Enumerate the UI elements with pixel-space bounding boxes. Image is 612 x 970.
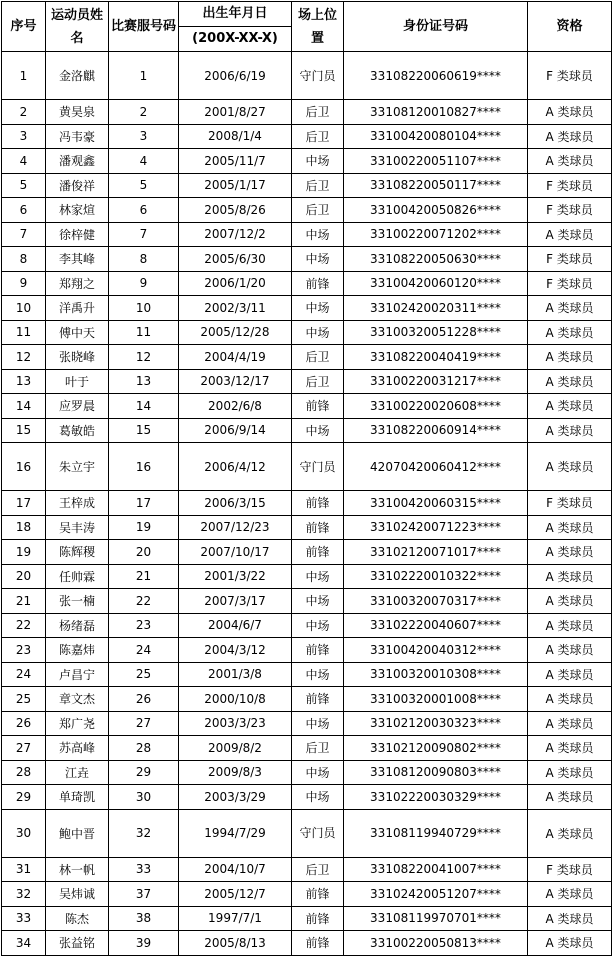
cell-index: 6 bbox=[2, 198, 46, 223]
cell-player-name: 朱立宇 bbox=[46, 443, 109, 491]
cell-id-number: 33108220050630**** bbox=[344, 247, 528, 272]
cell-qualification: A 类球员 bbox=[528, 638, 612, 663]
cell-id-number: 33100220071202**** bbox=[344, 222, 528, 247]
cell-player-name: 张晓峰 bbox=[46, 345, 109, 370]
cell-id-number: 33100320051228**** bbox=[344, 320, 528, 345]
table-row bbox=[2, 687, 612, 712]
cell-jersey-number: 7 bbox=[109, 222, 179, 247]
cell-qualification: A 类球员 bbox=[528, 736, 612, 761]
cell-player-name: 陈嘉炜 bbox=[46, 638, 109, 663]
cell-qualification: A 类球员 bbox=[528, 515, 612, 540]
cell-jersey-number: 14 bbox=[109, 394, 179, 419]
cell-index: 15 bbox=[2, 418, 46, 443]
cell-id-number: 33102120030323**** bbox=[344, 711, 528, 736]
cell-player-name: 傅中天 bbox=[46, 320, 109, 345]
cell-position: 中场 bbox=[292, 222, 344, 247]
cell-birth-date: 2002/3/11 bbox=[179, 296, 292, 321]
cell-jersey-number: 15 bbox=[109, 418, 179, 443]
table-row bbox=[2, 443, 612, 491]
cell-index: 29 bbox=[2, 785, 46, 810]
cell-position: 中场 bbox=[292, 785, 344, 810]
cell-position: 前锋 bbox=[292, 882, 344, 907]
cell-jersey-number: 25 bbox=[109, 662, 179, 687]
table-row bbox=[2, 418, 612, 443]
cell-jersey-number: 23 bbox=[109, 613, 179, 638]
table-row bbox=[2, 247, 612, 272]
header-name: 运动员姓名 bbox=[46, 2, 109, 52]
cell-id-number: 33100420080104**** bbox=[344, 124, 528, 149]
cell-index: 27 bbox=[2, 736, 46, 761]
cell-position: 中场 bbox=[292, 296, 344, 321]
cell-qualification: A 类球员 bbox=[528, 687, 612, 712]
cell-qualification: A 类球员 bbox=[528, 149, 612, 174]
cell-player-name: 郑翔之 bbox=[46, 271, 109, 296]
table-row bbox=[2, 124, 612, 149]
cell-jersey-number: 13 bbox=[109, 369, 179, 394]
cell-qualification: A 类球员 bbox=[528, 906, 612, 931]
cell-jersey-number: 32 bbox=[109, 809, 179, 857]
table-row bbox=[2, 906, 612, 931]
cell-index: 33 bbox=[2, 906, 46, 931]
cell-index: 28 bbox=[2, 760, 46, 785]
cell-id-number: 33102420051207**** bbox=[344, 882, 528, 907]
cell-player-name: 潘观鑫 bbox=[46, 149, 109, 174]
cell-birth-date: 2006/3/15 bbox=[179, 491, 292, 516]
cell-index: 7 bbox=[2, 222, 46, 247]
cell-index: 11 bbox=[2, 320, 46, 345]
cell-id-number: 33102220030329**** bbox=[344, 785, 528, 810]
cell-jersey-number: 33 bbox=[109, 857, 179, 882]
cell-jersey-number: 28 bbox=[109, 736, 179, 761]
cell-player-name: 林一帆 bbox=[46, 857, 109, 882]
cell-index: 2 bbox=[2, 100, 46, 125]
cell-birth-date: 2005/8/13 bbox=[179, 931, 292, 956]
cell-qualification: A 类球员 bbox=[528, 320, 612, 345]
cell-index: 5 bbox=[2, 173, 46, 198]
cell-birth-date: 2006/6/19 bbox=[179, 52, 292, 100]
cell-position: 守门员 bbox=[292, 443, 344, 491]
cell-jersey-number: 39 bbox=[109, 931, 179, 956]
cell-birth-date: 2001/8/27 bbox=[179, 100, 292, 125]
cell-jersey-number: 19 bbox=[109, 515, 179, 540]
table-row bbox=[2, 369, 612, 394]
cell-index: 24 bbox=[2, 662, 46, 687]
cell-jersey-number: 16 bbox=[109, 443, 179, 491]
cell-jersey-number: 1 bbox=[109, 52, 179, 100]
cell-player-name: 潘俊祥 bbox=[46, 173, 109, 198]
cell-position: 前锋 bbox=[292, 687, 344, 712]
cell-birth-date: 2004/6/7 bbox=[179, 613, 292, 638]
cell-player-name: 徐梓健 bbox=[46, 222, 109, 247]
cell-position: 中场 bbox=[292, 564, 344, 589]
cell-qualification: A 类球员 bbox=[528, 345, 612, 370]
cell-index: 32 bbox=[2, 882, 46, 907]
cell-player-name: 鲍中晋 bbox=[46, 809, 109, 857]
cell-index: 12 bbox=[2, 345, 46, 370]
cell-index: 3 bbox=[2, 124, 46, 149]
cell-birth-date: 2007/3/17 bbox=[179, 589, 292, 614]
header-position: 场上位置 bbox=[292, 2, 344, 52]
table-row bbox=[2, 613, 612, 638]
cell-id-number: 33108119970701**** bbox=[344, 906, 528, 931]
cell-index: 20 bbox=[2, 564, 46, 589]
cell-position: 中场 bbox=[292, 760, 344, 785]
cell-index: 16 bbox=[2, 443, 46, 491]
header-birth: 出生年月日 bbox=[179, 2, 292, 27]
cell-player-name: 张一楠 bbox=[46, 589, 109, 614]
cell-index: 9 bbox=[2, 271, 46, 296]
cell-player-name: 应罗晨 bbox=[46, 394, 109, 419]
cell-player-name: 金洛麒 bbox=[46, 52, 109, 100]
cell-player-name: 吴炜诚 bbox=[46, 882, 109, 907]
table-row bbox=[2, 515, 612, 540]
cell-id-number: 33100420060315**** bbox=[344, 491, 528, 516]
table-row bbox=[2, 52, 612, 100]
cell-index: 22 bbox=[2, 613, 46, 638]
cell-position: 前锋 bbox=[292, 638, 344, 663]
cell-id-number: 33100420040312**** bbox=[344, 638, 528, 663]
cell-jersey-number: 29 bbox=[109, 760, 179, 785]
cell-id-number: 33100320010308**** bbox=[344, 662, 528, 687]
cell-index: 19 bbox=[2, 540, 46, 565]
cell-birth-date: 2005/12/28 bbox=[179, 320, 292, 345]
cell-player-name: 黄昊泉 bbox=[46, 100, 109, 125]
cell-id-number: 42070420060412**** bbox=[344, 443, 528, 491]
cell-jersey-number: 9 bbox=[109, 271, 179, 296]
cell-player-name: 陈辉稷 bbox=[46, 540, 109, 565]
cell-id-number: 33102420020311**** bbox=[344, 296, 528, 321]
cell-position: 前锋 bbox=[292, 906, 344, 931]
table-row bbox=[2, 198, 612, 223]
cell-position: 前锋 bbox=[292, 394, 344, 419]
cell-player-name: 葛敏皓 bbox=[46, 418, 109, 443]
cell-jersey-number: 26 bbox=[109, 687, 179, 712]
cell-player-name: 张益铭 bbox=[46, 931, 109, 956]
table-row bbox=[2, 882, 612, 907]
cell-qualification: A 类球员 bbox=[528, 296, 612, 321]
cell-qualification: A 类球员 bbox=[528, 394, 612, 419]
cell-jersey-number: 6 bbox=[109, 198, 179, 223]
cell-birth-date: 2003/3/29 bbox=[179, 785, 292, 810]
table-row bbox=[2, 931, 612, 956]
cell-birth-date: 2007/12/2 bbox=[179, 222, 292, 247]
cell-qualification: F 类球员 bbox=[528, 198, 612, 223]
cell-qualification: A 类球员 bbox=[528, 711, 612, 736]
cell-birth-date: 2007/10/17 bbox=[179, 540, 292, 565]
cell-jersey-number: 17 bbox=[109, 491, 179, 516]
cell-position: 前锋 bbox=[292, 931, 344, 956]
cell-player-name: 冯韦豪 bbox=[46, 124, 109, 149]
cell-qualification: A 类球员 bbox=[528, 124, 612, 149]
table-row bbox=[2, 540, 612, 565]
header-birth-format: (200X-XX-X) bbox=[179, 27, 292, 52]
cell-index: 1 bbox=[2, 52, 46, 100]
table-row bbox=[2, 662, 612, 687]
cell-position: 前锋 bbox=[292, 491, 344, 516]
cell-index: 14 bbox=[2, 394, 46, 419]
cell-jersey-number: 30 bbox=[109, 785, 179, 810]
cell-id-number: 33100320070317**** bbox=[344, 589, 528, 614]
cell-id-number: 33102120071017**** bbox=[344, 540, 528, 565]
table-row bbox=[2, 736, 612, 761]
cell-qualification: A 类球员 bbox=[528, 443, 612, 491]
header-qualification: 资格 bbox=[528, 2, 612, 52]
player-roster-table bbox=[1, 1, 612, 956]
cell-qualification: A 类球员 bbox=[528, 222, 612, 247]
cell-id-number: 33108220060619**** bbox=[344, 52, 528, 100]
table-row bbox=[2, 296, 612, 321]
cell-position: 守门员 bbox=[292, 52, 344, 100]
cell-jersey-number: 11 bbox=[109, 320, 179, 345]
cell-qualification: F 类球员 bbox=[528, 247, 612, 272]
cell-index: 21 bbox=[2, 589, 46, 614]
cell-qualification: F 类球员 bbox=[528, 271, 612, 296]
table-row bbox=[2, 271, 612, 296]
cell-qualification: A 类球员 bbox=[528, 100, 612, 125]
table-row bbox=[2, 320, 612, 345]
cell-id-number: 33108120010827**** bbox=[344, 100, 528, 125]
cell-player-name: 吴丰涛 bbox=[46, 515, 109, 540]
cell-qualification: A 类球员 bbox=[528, 931, 612, 956]
header-row bbox=[2, 2, 612, 27]
cell-birth-date: 2005/12/7 bbox=[179, 882, 292, 907]
table-row bbox=[2, 589, 612, 614]
cell-position: 中场 bbox=[292, 320, 344, 345]
cell-birth-date: 2009/8/3 bbox=[179, 760, 292, 785]
cell-id-number: 33100220020608**** bbox=[344, 394, 528, 419]
cell-position: 后卫 bbox=[292, 173, 344, 198]
cell-birth-date: 2004/3/12 bbox=[179, 638, 292, 663]
cell-id-number: 33100220050813**** bbox=[344, 931, 528, 956]
cell-qualification: A 类球员 bbox=[528, 613, 612, 638]
cell-qualification: A 类球员 bbox=[528, 809, 612, 857]
cell-jersey-number: 12 bbox=[109, 345, 179, 370]
cell-jersey-number: 4 bbox=[109, 149, 179, 174]
cell-player-name: 林家煊 bbox=[46, 198, 109, 223]
table-row bbox=[2, 100, 612, 125]
cell-id-number: 33100320001008**** bbox=[344, 687, 528, 712]
cell-jersey-number: 3 bbox=[109, 124, 179, 149]
cell-position: 前锋 bbox=[292, 515, 344, 540]
cell-jersey-number: 8 bbox=[109, 247, 179, 272]
cell-jersey-number: 20 bbox=[109, 540, 179, 565]
cell-index: 18 bbox=[2, 515, 46, 540]
cell-index: 25 bbox=[2, 687, 46, 712]
cell-qualification: F 类球员 bbox=[528, 491, 612, 516]
cell-birth-date: 2003/12/17 bbox=[179, 369, 292, 394]
cell-id-number: 33100420060120**** bbox=[344, 271, 528, 296]
cell-birth-date: 2004/4/19 bbox=[179, 345, 292, 370]
cell-qualification: A 类球员 bbox=[528, 540, 612, 565]
cell-position: 中场 bbox=[292, 589, 344, 614]
cell-birth-date: 2006/4/12 bbox=[179, 443, 292, 491]
cell-id-number: 33108220040419**** bbox=[344, 345, 528, 370]
cell-position: 前锋 bbox=[292, 271, 344, 296]
cell-id-number: 33102420071223**** bbox=[344, 515, 528, 540]
cell-position: 后卫 bbox=[292, 345, 344, 370]
cell-position: 守门员 bbox=[292, 809, 344, 857]
cell-birth-date: 2005/11/7 bbox=[179, 149, 292, 174]
cell-birth-date: 2004/10/7 bbox=[179, 857, 292, 882]
cell-player-name: 卢昌宁 bbox=[46, 662, 109, 687]
cell-index: 30 bbox=[2, 809, 46, 857]
cell-position: 后卫 bbox=[292, 736, 344, 761]
cell-id-number: 33102220040607**** bbox=[344, 613, 528, 638]
cell-qualification: A 类球员 bbox=[528, 369, 612, 394]
cell-qualification: F 类球员 bbox=[528, 857, 612, 882]
cell-position: 后卫 bbox=[292, 369, 344, 394]
header-id-number: 身份证号码 bbox=[344, 2, 528, 52]
cell-birth-date: 2009/8/2 bbox=[179, 736, 292, 761]
cell-position: 中场 bbox=[292, 149, 344, 174]
table-row bbox=[2, 149, 612, 174]
cell-position: 后卫 bbox=[292, 857, 344, 882]
cell-id-number: 33108220050117**** bbox=[344, 173, 528, 198]
cell-id-number: 33108120090803**** bbox=[344, 760, 528, 785]
cell-position: 中场 bbox=[292, 247, 344, 272]
cell-player-name: 任帅霖 bbox=[46, 564, 109, 589]
cell-index: 26 bbox=[2, 711, 46, 736]
cell-index: 17 bbox=[2, 491, 46, 516]
cell-jersey-number: 21 bbox=[109, 564, 179, 589]
cell-index: 10 bbox=[2, 296, 46, 321]
cell-index: 31 bbox=[2, 857, 46, 882]
cell-birth-date: 2001/3/22 bbox=[179, 564, 292, 589]
table-row bbox=[2, 564, 612, 589]
cell-index: 4 bbox=[2, 149, 46, 174]
cell-qualification: F 类球员 bbox=[528, 52, 612, 100]
cell-position: 中场 bbox=[292, 418, 344, 443]
cell-position: 中场 bbox=[292, 613, 344, 638]
cell-player-name: 叶于 bbox=[46, 369, 109, 394]
cell-birth-date: 1997/7/1 bbox=[179, 906, 292, 931]
cell-id-number: 33102220010322**** bbox=[344, 564, 528, 589]
cell-qualification: A 类球员 bbox=[528, 882, 612, 907]
cell-player-name: 李其峰 bbox=[46, 247, 109, 272]
cell-qualification: A 类球员 bbox=[528, 760, 612, 785]
cell-jersey-number: 24 bbox=[109, 638, 179, 663]
cell-id-number: 33100220051107**** bbox=[344, 149, 528, 174]
table-row bbox=[2, 345, 612, 370]
cell-birth-date: 2006/1/20 bbox=[179, 271, 292, 296]
cell-position: 后卫 bbox=[292, 198, 344, 223]
cell-qualification: A 类球员 bbox=[528, 589, 612, 614]
cell-jersey-number: 38 bbox=[109, 906, 179, 931]
header-index: 序号 bbox=[2, 2, 46, 52]
cell-jersey-number: 5 bbox=[109, 173, 179, 198]
cell-birth-date: 2008/1/4 bbox=[179, 124, 292, 149]
cell-jersey-number: 10 bbox=[109, 296, 179, 321]
table-row bbox=[2, 711, 612, 736]
cell-position: 后卫 bbox=[292, 124, 344, 149]
cell-jersey-number: 37 bbox=[109, 882, 179, 907]
cell-qualification: A 类球员 bbox=[528, 564, 612, 589]
cell-qualification: A 类球员 bbox=[528, 785, 612, 810]
cell-player-name: 王梓成 bbox=[46, 491, 109, 516]
cell-player-name: 杨绪磊 bbox=[46, 613, 109, 638]
cell-jersey-number: 27 bbox=[109, 711, 179, 736]
cell-birth-date: 2002/6/8 bbox=[179, 394, 292, 419]
cell-id-number: 33108119940729**** bbox=[344, 809, 528, 857]
cell-player-name: 郑广尧 bbox=[46, 711, 109, 736]
cell-position: 后卫 bbox=[292, 100, 344, 125]
cell-player-name: 章文杰 bbox=[46, 687, 109, 712]
cell-qualification: A 类球员 bbox=[528, 418, 612, 443]
cell-birth-date: 2003/3/23 bbox=[179, 711, 292, 736]
cell-id-number: 33102120090802**** bbox=[344, 736, 528, 761]
cell-jersey-number: 22 bbox=[109, 589, 179, 614]
cell-id-number: 33100420050826**** bbox=[344, 198, 528, 223]
cell-id-number: 33100220031217**** bbox=[344, 369, 528, 394]
cell-player-name: 单琦凯 bbox=[46, 785, 109, 810]
table-row bbox=[2, 857, 612, 882]
cell-position: 前锋 bbox=[292, 540, 344, 565]
cell-qualification: F 类球员 bbox=[528, 173, 612, 198]
cell-index: 34 bbox=[2, 931, 46, 956]
cell-position: 中场 bbox=[292, 662, 344, 687]
table-row bbox=[2, 222, 612, 247]
table-row bbox=[2, 760, 612, 785]
cell-birth-date: 2005/6/30 bbox=[179, 247, 292, 272]
cell-qualification: A 类球员 bbox=[528, 662, 612, 687]
cell-birth-date: 2005/1/17 bbox=[179, 173, 292, 198]
table-row bbox=[2, 785, 612, 810]
header-jersey: 比赛服号码 bbox=[109, 2, 179, 52]
cell-index: 8 bbox=[2, 247, 46, 272]
cell-player-name: 江垚 bbox=[46, 760, 109, 785]
table-row bbox=[2, 394, 612, 419]
cell-player-name: 陈杰 bbox=[46, 906, 109, 931]
cell-birth-date: 2001/3/8 bbox=[179, 662, 292, 687]
cell-id-number: 33108220060914**** bbox=[344, 418, 528, 443]
roster-body bbox=[2, 52, 612, 956]
cell-birth-date: 1994/7/29 bbox=[179, 809, 292, 857]
cell-index: 23 bbox=[2, 638, 46, 663]
cell-birth-date: 2007/12/23 bbox=[179, 515, 292, 540]
cell-birth-date: 2005/8/26 bbox=[179, 198, 292, 223]
cell-player-name: 苏高峰 bbox=[46, 736, 109, 761]
cell-birth-date: 2006/9/14 bbox=[179, 418, 292, 443]
cell-position: 中场 bbox=[292, 711, 344, 736]
cell-id-number: 33108220041007**** bbox=[344, 857, 528, 882]
cell-jersey-number: 2 bbox=[109, 100, 179, 125]
table-row bbox=[2, 638, 612, 663]
cell-birth-date: 2000/10/8 bbox=[179, 687, 292, 712]
table-row bbox=[2, 491, 612, 516]
cell-player-name: 洋禹升 bbox=[46, 296, 109, 321]
table-row bbox=[2, 173, 612, 198]
cell-index: 13 bbox=[2, 369, 46, 394]
table-row bbox=[2, 809, 612, 857]
